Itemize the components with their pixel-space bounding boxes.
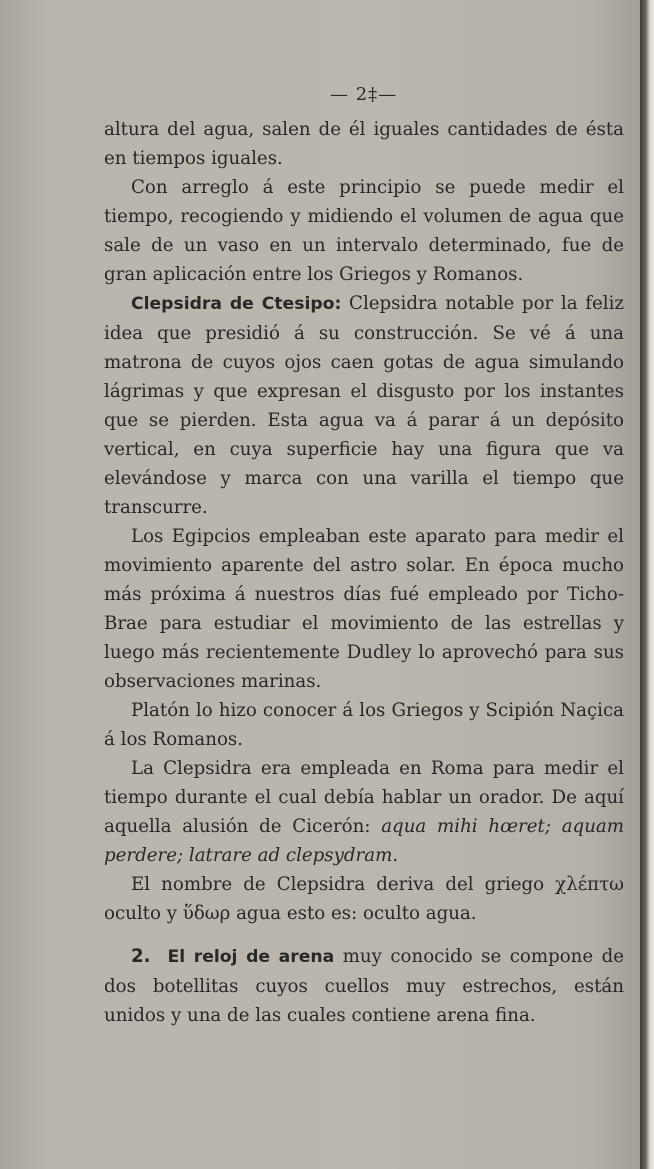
page-text (104, 115, 624, 1030)
greek-word-klepto: χλέπτω (555, 874, 624, 895)
paragraph-1: altura del agua, salen de él iguales cantidades de ésta en tiempos iguales. (104, 119, 624, 169)
paragraph-2: Con arreglo á este principio se puede medir el tiempo, recogiendo y midiendo el volumen de agua que sale de un vaso en un intervalo determinado, fue de gran aplicación entre los Griegos y Romanos. (104, 177, 624, 285)
paragraph-6-body: La Clepsidra era empleada en Roma para medir el tiempo durante el cual debía hablar un orador. De aquí aquella alusión de Cicerón: (104, 758, 624, 837)
section-2-body: muy conocido se compone de dos botellitas cuyos cuellos muy estrechos, están unidos y una de las cuales contiene arena fina. (104, 946, 624, 1026)
paragraph-7 (104, 870, 624, 928)
book-page-edge (640, 0, 654, 1169)
paragraph-7-b: oculto y (104, 903, 183, 924)
paragraph-7-c: agua esto es: oculto agua. (230, 903, 477, 924)
latin-quote: aqua mihi hœret; aquam perdere; latrare ad clepsydram. (104, 816, 624, 866)
paragraph-7-a: El nombre de Clepsidra deriva del griego (131, 874, 556, 895)
reloj-arena-heading: El reloj de arena (167, 947, 335, 967)
greek-word-hydor: ὕδωρ (182, 903, 231, 924)
clepsidra-ctesipo-heading: Clepsidra de Ctesipo: (131, 294, 342, 314)
paragraph-5: Platón lo hizo conocer á los Griegos y Scipión Naçica á los Romanos. (104, 700, 624, 750)
section-2-paragraph (104, 942, 624, 1030)
paragraph-3 (104, 289, 624, 522)
section-2-number: 2. (131, 946, 151, 967)
paragraph-6 (104, 754, 624, 870)
paragraph-3-body: Clepsidra notable por la feliz idea que presidió á su construcción. Se vé á una matrona de cuyos ojos caen gotas de agua simulando lágrimas y que expresan el disgusto por los instantes que se pierden. Esta agua va á parar á un depósito vertical, en cuya superficie hay una figura que va elevándose y marca con una varilla el tiempo que transcurre. (104, 293, 624, 518)
page-number: — 2‡— (330, 84, 398, 105)
paragraph-4: Los Egipcios empleaban este aparato para medir el movimiento aparente del astro solar. En época mucho más próxima á nuestros días fué empleado por Ticho-Brae para estudiar el movimiento de las estrellas y luego más recientemente Dudley lo aprovechó para sus observaciones marinas. (104, 526, 624, 692)
